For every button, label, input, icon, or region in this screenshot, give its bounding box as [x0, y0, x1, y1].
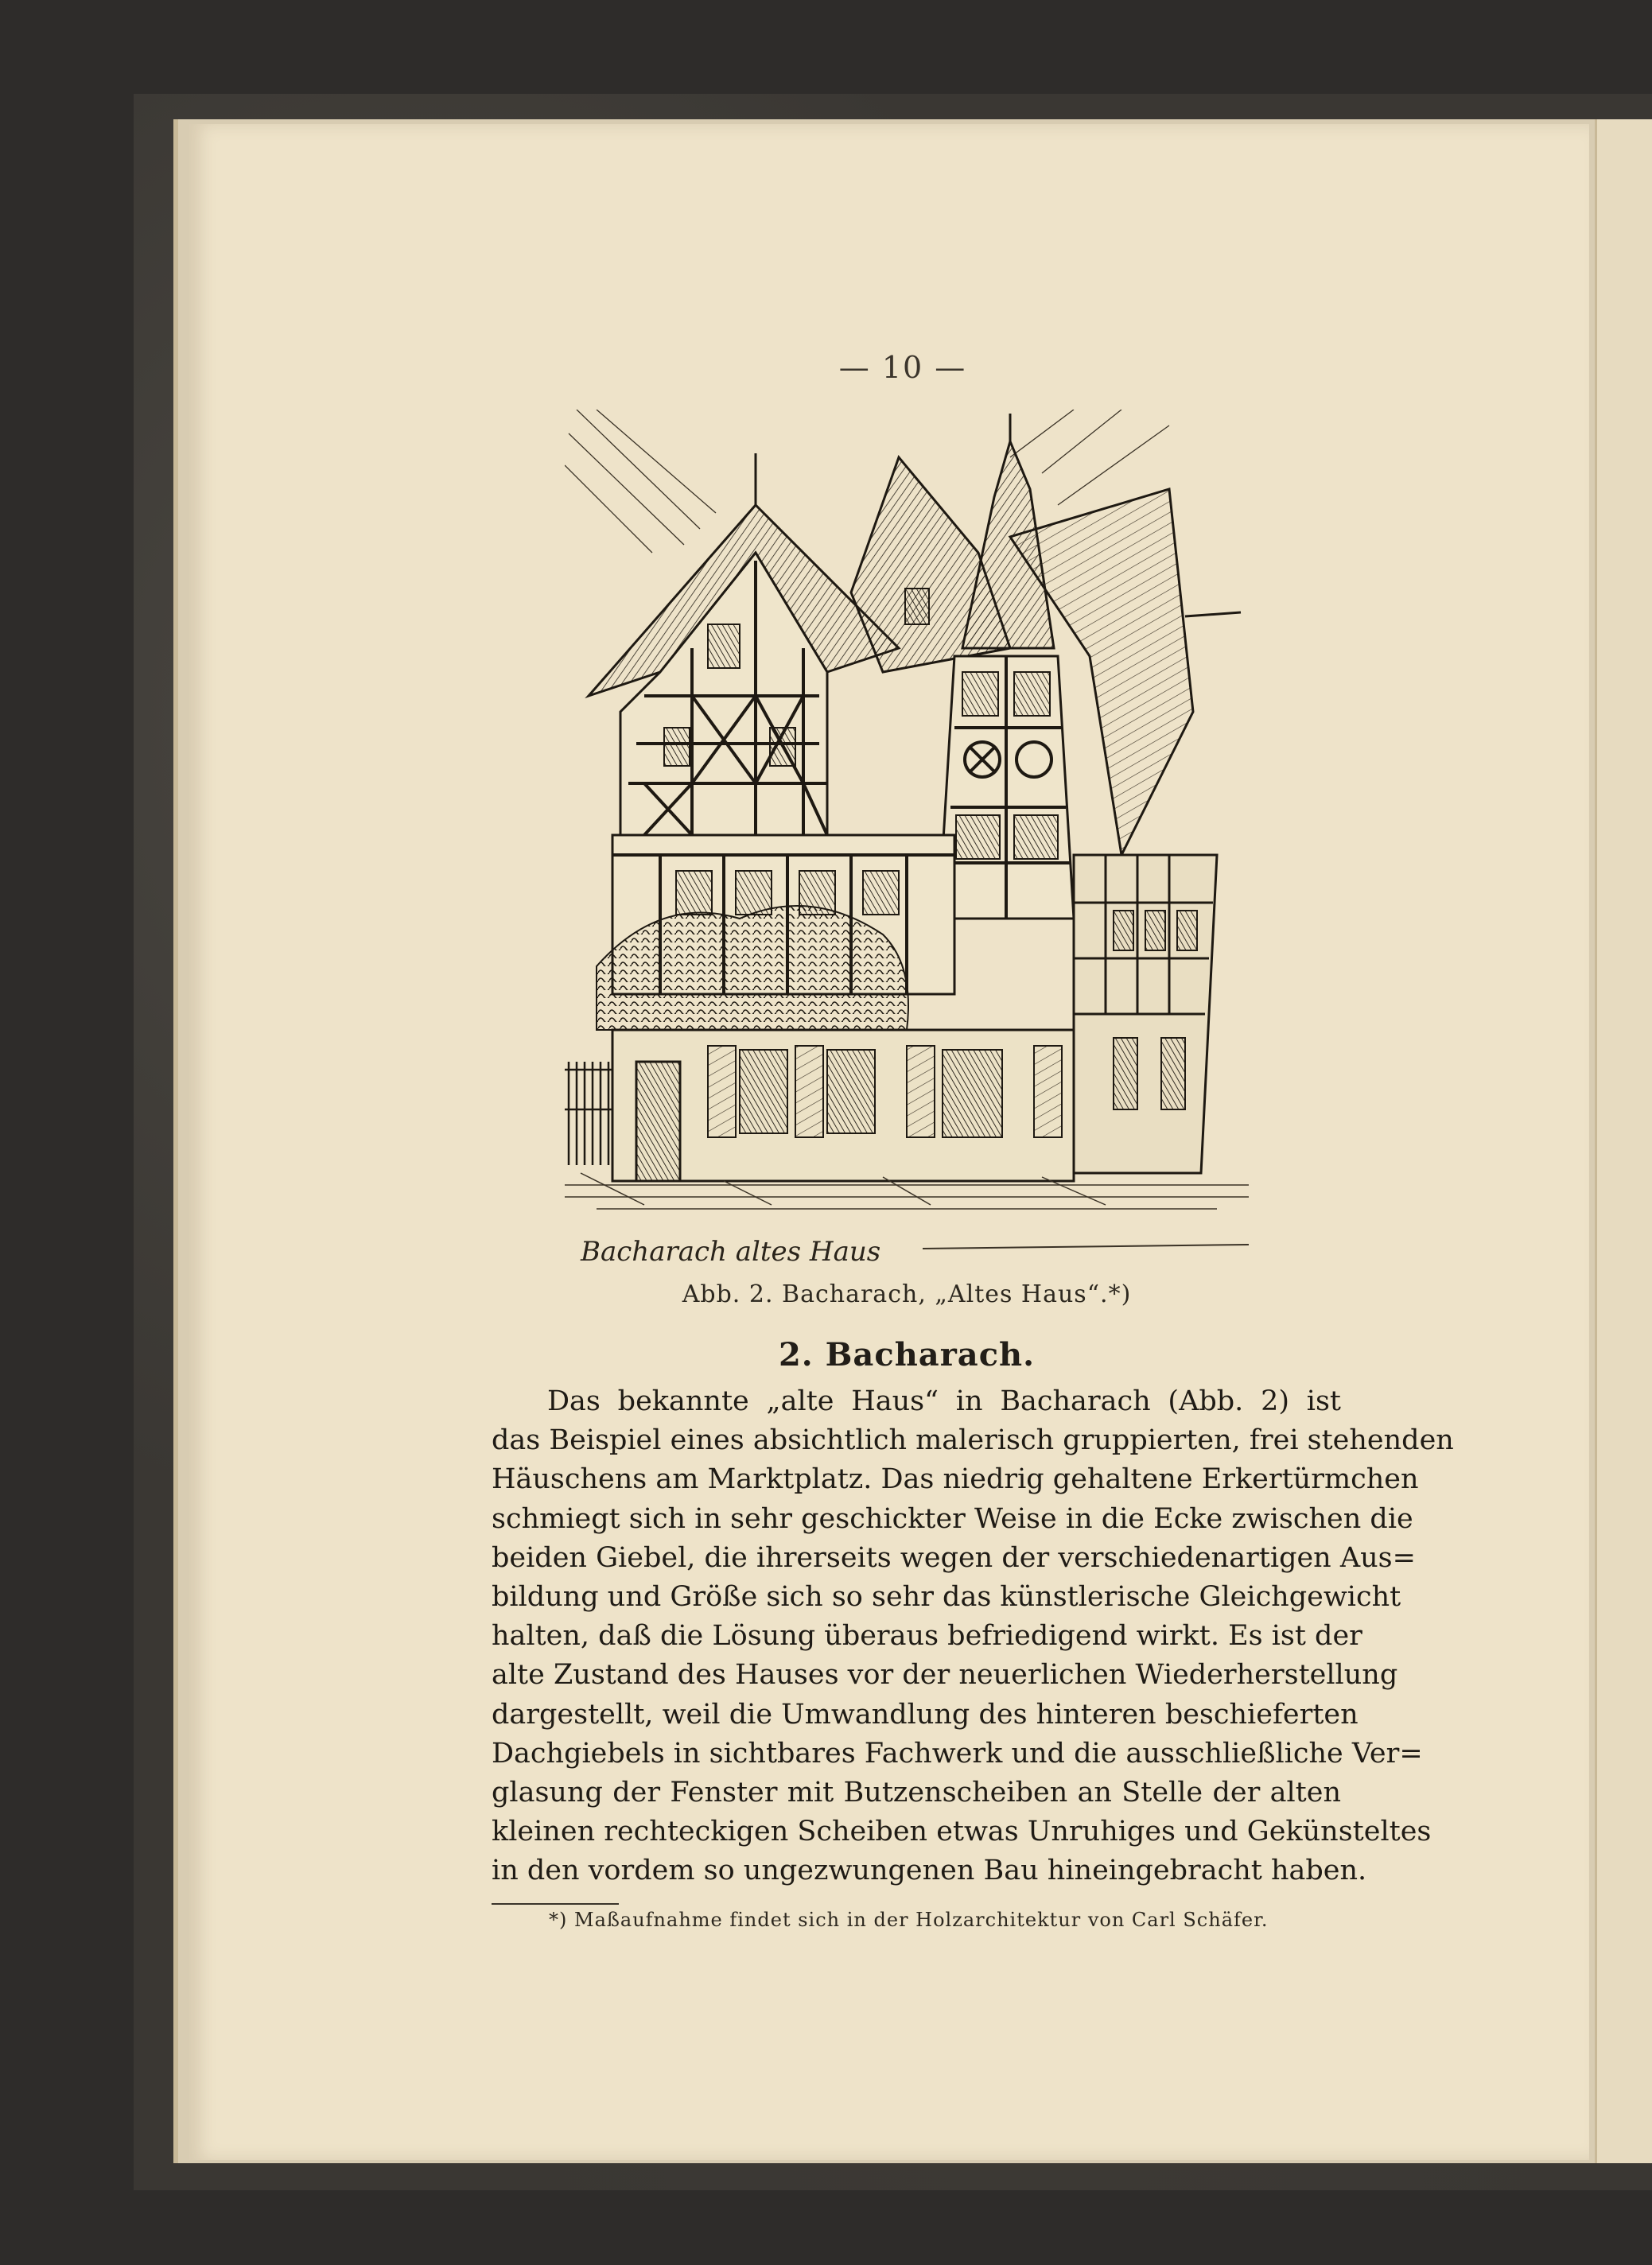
bacharach-house-illustration — [565, 410, 1249, 1268]
next-page-edge — [1595, 119, 1652, 2163]
body-line: beiden Giebel, die ihrerseits wegen der verschiedenartigen Aus= — [492, 1541, 1416, 1574]
section-heading: 2. Bacharach. — [778, 1336, 1036, 1373]
body-line: bildung und Größe sich so sehr das künstlerische Gleichgewicht — [492, 1581, 1401, 1614]
body-line: in den vordem so ungezwungenen Bau hineingebracht haben. — [492, 1855, 1367, 1887]
footnote: *) Maßaufnahme findet sich in der Holzarchitektur von Carl Schäfer. — [549, 1909, 1269, 1931]
body-line: Häuschens am Marktplatz. Das niedrig gehaltene Erkertürmchen — [492, 1463, 1419, 1496]
ground-floor-windows — [740, 1050, 1002, 1137]
footnote-rule — [492, 1903, 619, 1905]
body-paragraph — [492, 1382, 1454, 1891]
body-line: Das bekannte „alte Haus“ in Bacharach (Abb. 2) ist — [547, 1385, 1341, 1417]
body-line: dargestellt, weil die Umwandlung des hinteren beschieferten — [492, 1698, 1359, 1731]
body-line: glasung der Fenster mit Butzenscheiben an Stelle der alten — [492, 1777, 1341, 1809]
left-fence — [565, 1062, 612, 1165]
figure-caption: Abb. 2. Bacharach, „Altes Haus“.*) — [682, 1280, 1132, 1308]
body-line: das Beispiel eines absichtlich malerisch gruppierten, frei stehenden — [492, 1424, 1454, 1457]
body-line: schmiegt sich in sehr geschickter Weise in die Ecke zwischen die — [492, 1502, 1413, 1535]
entrance-door — [636, 1062, 680, 1181]
body-line: alte Zustand des Hauses vor der neuerlichen Wiederherstellung — [492, 1659, 1398, 1692]
body-line: Dachgiebels in sichtbares Fachwerk und die ausschließliche Ver= — [492, 1737, 1423, 1770]
body-line: kleinen rechteckigen Scheiben etwas Unruhiges und Gekünsteltes — [492, 1816, 1432, 1848]
middle-gable-window — [905, 589, 929, 624]
hanging-sign-bracket — [1185, 612, 1241, 616]
signature-underline — [923, 1245, 1249, 1249]
page-number: — 10 — — [838, 350, 967, 385]
artist-signature: Bacharach altes Haus — [581, 1236, 881, 1268]
body-line: halten, daß die Lösung überaus befriedigend wirkt. Es ist der — [492, 1620, 1362, 1653]
